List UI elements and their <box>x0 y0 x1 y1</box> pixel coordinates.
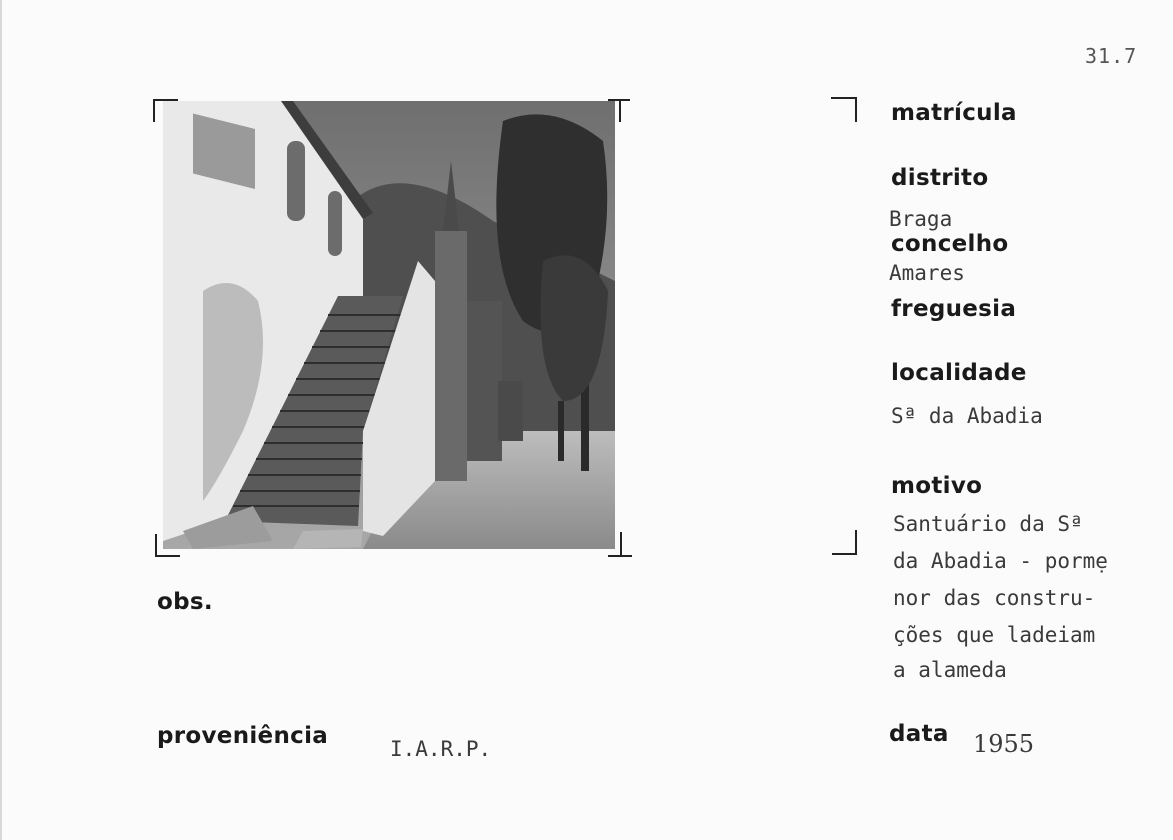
concelho-value: Amares <box>889 261 965 285</box>
card-left-edge <box>0 0 2 840</box>
localidade-label: localidade <box>891 360 1027 386</box>
proveniencia-label: proveniência <box>157 723 329 749</box>
matricula-label: matrícula <box>891 100 1017 126</box>
distrito-value: Braga <box>889 207 953 231</box>
reference-number: 31.7 <box>1085 44 1138 68</box>
motivo-value-line: Santuário da Sª <box>893 512 1083 536</box>
field-crop-marks <box>828 94 862 562</box>
obs-label: obs. <box>157 589 213 615</box>
motivo-label: motivo <box>891 473 983 499</box>
motivo-value-line: ções que ladeiam <box>893 623 1096 647</box>
distrito-label: distrito <box>891 165 989 191</box>
proveniencia-value: I.A.R.P. <box>390 737 492 761</box>
motivo-value-line: a alameda <box>893 658 1007 682</box>
freguesia-label: freguesia <box>891 296 1017 322</box>
motivo-value-line: nor das constru- <box>893 586 1096 610</box>
concelho-label: concelho <box>891 231 1009 257</box>
motivo-value-line: da Abadia - pormẹ <box>893 549 1108 573</box>
data-value: 1955 <box>973 730 1035 758</box>
data-label: data <box>889 721 949 747</box>
photograph <box>163 101 615 549</box>
localidade-value: Sª da Abadia <box>891 404 1043 428</box>
